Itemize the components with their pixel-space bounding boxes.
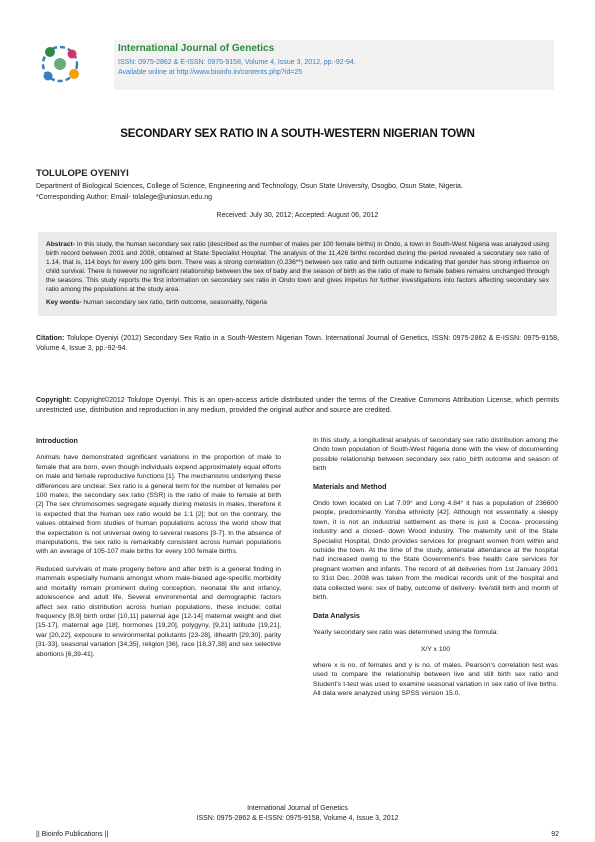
methods-paragraph: Ondo town located on Lat 7.09° and Long 4.84° it has a population of 236600 people, predominantly Yoruba ethnicity [42]. Although not essentially a sleepy town, it is not an industrial settlement as there is just a Cocoa- processing industry and a closed- down Wood industry. The maternity unit of the State Specialist Hospital, Ondo provides services for pregnant women from within and outside the town. At the time of the study, antenatal attendance at the hospital had increased owing to the State Government's free health care services for pregnant women and infants. The record of all deliveries from 1st January 2001 to 31st Dec. 2008 was taken from the medical records unit of the hospital and data collected were: sex of baby, outcome of delivery- live/still birth and month of birth. bbox=[313, 500, 558, 602]
introduction-paragraph-1: Animals have demonstrated significant variations in the proportion of male to female that are born, even though individuals expend approximately equal efforts on male and female reproductive functions [1]. The mechanisms underlying these differences are unclear. Sex ratio is a general term for the number of females per 100 males; the secondary sex ratio (SSR) is the ratio of male to female at birth [2] The sex chromosomes segregate equally during meiosis in males, therefore it is expected that the human sex ratio would be 1:1 [2]; but on the contrary, the values obtained from studies of human populations across the world show that the expectation is not universal owing to several reasons [3-7]. In the absence of manipulations, the sex ratio is remarkably consistent across human populations with an average of 105-107 male births for every 100 female births. bbox=[36, 454, 281, 556]
page-number: 92 bbox=[551, 831, 559, 838]
page-footer bbox=[36, 804, 559, 824]
citation bbox=[36, 334, 559, 354]
keywords-label: Key words- bbox=[46, 298, 82, 306]
author-name: TOLULOPE OYENIYI bbox=[36, 168, 129, 179]
abstract-box bbox=[38, 232, 557, 316]
footer-journal-name: International Journal of Genetics bbox=[247, 805, 348, 812]
data-analysis-heading: Data Analysis bbox=[313, 610, 360, 620]
citation-text: Tolulope Oyeniyi (2012) Secondary Sex Ratio in a South-Western Nigerian Town. International Journal of Genetics, ISSN: 0975-2862 & E-ISSN: 0975-9158, Volume 4, Issue 3, pp.-92-94. bbox=[36, 335, 559, 352]
left-column bbox=[36, 436, 281, 667]
received-accepted-dates: Received: July 30, 2012; Accepted: August 06, 2012 bbox=[216, 212, 379, 219]
author-affiliation: Department of Biological Sciences, College of Science, Engineering and Technology, Osun State University, Osogbo, Osun State, Nigeria. bbox=[36, 183, 463, 190]
abstract bbox=[46, 240, 549, 295]
keywords bbox=[46, 298, 549, 307]
journal-issn: ISSN: 0975-2862 & E-ISSN: 0975-9158, Volume 4, Issue 3, 2012, pp.-92-94. bbox=[118, 59, 356, 66]
copyright-text: Copyright©2012 Tolulope Oyeniyi. This is an open-access article distributed under the terms of the Creative Commons Attribution License, which permits unrestricted use, distribution and reproduction in any medium, provided the original author and source are credited. bbox=[36, 397, 559, 414]
journal-online-link[interactable]: Available online at http://www.bioinfo.in/contents.php?id=25 bbox=[118, 69, 303, 76]
footer-issn: ISSN: 0975-2862 & E-ISSN: 0975-9158, Volume 4, Issue 3, 2012 bbox=[196, 815, 399, 822]
study-paragraph: In this study, a longitudinal analysis of secondary sex ratio distribution among the Ondo town population of South-West Nigeria done with the view of documenting possible relationship between secondary sex ratio_birth outcome and season of birth bbox=[313, 437, 558, 473]
keywords-text: human secondary sex ratio, birth outcome, seasonality, Nigeria bbox=[81, 298, 267, 306]
formula-intro: Yearly secondary sex ratio was determined using the formula: bbox=[313, 628, 499, 636]
journal-logo-icon bbox=[36, 40, 84, 88]
materials-methods-heading: Materials and Method bbox=[313, 481, 387, 491]
formula: X/Y x 100 bbox=[420, 646, 451, 654]
paper-title: SECONDARY SEX RATIO IN A SOUTH-WESTERN NIGERIAN TOWN bbox=[120, 128, 475, 140]
right-column bbox=[313, 436, 558, 706]
introduction-heading: Introduction bbox=[36, 436, 78, 445]
corresponding-author: *Corresponding Author: Email- tolalege@uniosun.edu.ng bbox=[36, 194, 212, 201]
journal-name: International Journal of Genetics bbox=[118, 43, 275, 54]
analysis-paragraph: where x is no. of females and y is no. of males. Pearson's correlation test was used to compare the relationship between live and still birth sex ratio and Student's t-test was used to examine seasonal variation in sex ratio of live births. All data were analyzed using SPSS version 15.0. bbox=[313, 661, 558, 697]
citation-label: Citation: bbox=[36, 335, 65, 342]
copyright bbox=[36, 396, 559, 416]
copyright-label: Copyright: bbox=[36, 397, 72, 404]
abstract-text: In this study, the human secondary sex ratio (described as the number of males per 100 female births) in Ondo, a town in South-West Nigeria was analyzed using birth record between 2001 and 2008, obtained at State Specialist Hospital. The analysis of the 11,426 births recorded during the period revealed a secondary sex ratio of 1.14, that is, 114 boys for every 100 girls born. There was a strong correlation (0.236**) between sex ratio and birth outcome indicating that gender has strong influence on child survival. There is however no significant relationship between the sex of baby and the season of birth as the ratio of male to female babies remains unchanged through the seasons. This study reports the first information on secondary sex ratio in Ondo town and gives impetus for further investigations into factors affecting secondary sex ratio among the populations at the study area. bbox=[46, 241, 549, 294]
abstract-label: Abstract- bbox=[46, 241, 75, 248]
journal-header bbox=[114, 40, 554, 90]
introduction-paragraph-2: Reduced survivals of male progeny before and after birth is a general finding in mammals especially humans amongst whom male-biased age-specific morbidity and mortality remain prominent during conception, neonatal life and infancy, adolescence and adult life. Several environmental and demographic factors affect sex ratio distribution across human populations, these include; coital frequency [8,9] birth order [10,11] paternal age [12-14] maternal weight and diet [15-17], maternal age [18], hormones [19,20], polygyny, [9,21] latitude [19,21], war [20,22], exposure to environmental pollutants [23-28], illhealth [29,30], parity [31-33], seasonal variation [34,35], religion [36], race [18,37,38] and sex selective abortions [6,39-41]. bbox=[36, 565, 281, 658]
publisher-name: || Bioinfo Publications || bbox=[36, 831, 109, 838]
